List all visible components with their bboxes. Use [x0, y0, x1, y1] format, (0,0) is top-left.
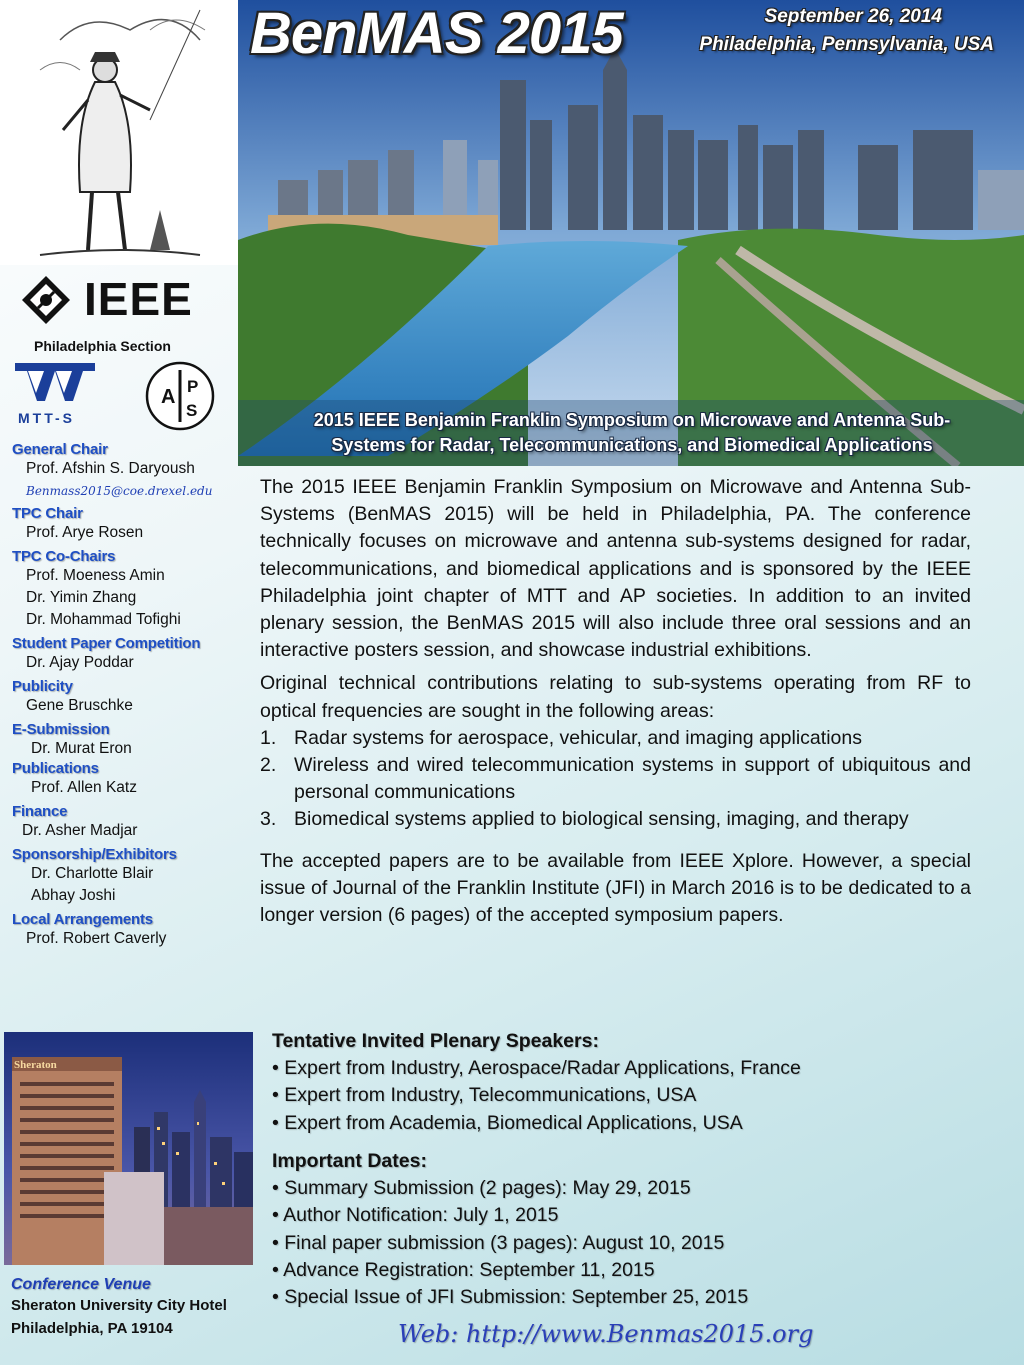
local-arrangements-name: Prof. Robert Caverly	[26, 930, 167, 947]
venue-hotel: Sheraton University City Hotel	[11, 1297, 227, 1314]
benjamin-franklin-sketch	[0, 0, 238, 265]
student-paper-title: Student Paper Competition	[12, 635, 201, 652]
tpc-cochairs-title: TPC Co-Chairs	[12, 548, 116, 565]
sponsorship-title: Sponsorship/Exhibitors	[12, 846, 177, 863]
date-item: • Final paper submission (3 pages): August 10, 2015	[272, 1231, 725, 1254]
topic-area-item	[260, 752, 971, 806]
speaker-item: • Expert from Industry, Aerospace/Radar Applications, France	[272, 1057, 801, 1080]
intro-paragraph: The 2015 IEEE Benjamin Franklin Symposium on Microwave and Antenna Sub-Systems (BenMAS 2015) will be held in Philadelphia, PA. The conference technically focuses on microwave and antenna sub-systems designed for radar, telecommunications, and biomedical applications and is sponsored by the IEEE Philadelphia joint chapter of MTT and AP societies. In addition to an invited plenary session, the BenMAS 2015 will also include three oral sessions and an interactive posters session, and showcase industrial exhibitions.	[260, 476, 971, 662]
organizing-committee	[12, 441, 240, 950]
ieee-logo	[12, 270, 212, 360]
event-full-name	[244, 408, 1020, 458]
publicity-name: Gene Bruschke	[26, 697, 133, 714]
mtt-s-label: MTT-S	[18, 410, 75, 426]
philadelphia-skyline-banner	[238, 0, 1024, 466]
general-chair-name: Prof. Afshin S. Daryoush	[26, 460, 195, 477]
tpc-chair-name: Prof. Arye Rosen	[26, 524, 144, 541]
mtt-s-logo	[10, 358, 120, 430]
event-full-name-line: Systems for Radar, Telecommunications, and Biomedical Applications	[331, 435, 933, 455]
event-date: September 26, 2014	[764, 6, 942, 27]
plenary-speakers	[272, 1028, 972, 1137]
philadelphia-skyline-photo	[238, 0, 1024, 466]
event-title: BenMAS 2015	[250, 1, 623, 66]
tpc-cochair-name: Prof. Moeness Amin	[26, 567, 165, 584]
publication-paragraph: The accepted papers are to be available from IEEE Xplore. However, a special issue of Journal of the Franklin Institute (JFI) in March 2016 is to be dedicated to a longer version (6 pages) of the accepted symposium papers.	[260, 849, 971, 927]
ieee-diamond-icon	[20, 274, 72, 326]
main-description	[260, 474, 971, 929]
publicity-title: Publicity	[12, 678, 73, 695]
speaker-item: • Expert from Academia, Biomedical Applications, USA	[272, 1111, 743, 1134]
venue-title: Conference Venue	[11, 1276, 151, 1293]
aps-letter-a: A	[161, 386, 176, 408]
publications-name: Prof. Allen Katz	[31, 779, 137, 796]
topic-area-item	[260, 725, 971, 752]
call-for-papers-paragraph: Original technical contributions relating to sub-systems operating from RF to optical frequencies are sought in the following areas:	[260, 672, 971, 722]
aps-letter-p: P	[187, 377, 199, 396]
website-link[interactable]: Web: http://www.Benmas2015.org	[398, 1320, 814, 1348]
sponsorship-name: Abhay Joshi	[31, 887, 116, 904]
ieee-wordmark: IEEE	[84, 273, 193, 325]
topic-text: Wireless and wired telecommunication systems in support of ubiquitous and personal communications	[294, 754, 971, 804]
plenary-speakers-title: Tentative Invited Plenary Speakers:	[272, 1030, 599, 1052]
important-dates	[272, 1148, 972, 1311]
topic-text: Biomedical systems applied to biological sensing, imaging, and therapy	[294, 808, 909, 831]
venue-city: Philadelphia, PA 19104	[11, 1320, 173, 1337]
tpc-cochair-name: Dr. Mohammad Tofighi	[26, 611, 181, 628]
date-item: • Special Issue of JFI Submission: September 25, 2015	[272, 1286, 749, 1309]
general-chair-title: General Chair	[12, 441, 108, 458]
topic-areas-list	[260, 725, 971, 834]
local-arrangements-title: Local Arrangements	[12, 911, 153, 928]
topic-number: 3.	[260, 808, 277, 831]
finance-name: Dr. Asher Madjar	[22, 822, 138, 839]
topic-number: 2.	[260, 754, 277, 777]
topic-area-item	[260, 806, 971, 833]
conference-venue	[11, 1276, 261, 1340]
tpc-chair-title: TPC Chair	[12, 505, 83, 522]
publications-title: Publications	[12, 760, 99, 777]
date-item: • Summary Submission (2 pages): May 29, 2015	[272, 1177, 691, 1200]
sheraton-hotel-photo	[4, 1032, 253, 1265]
topic-text: Radar systems for aerospace, vehicular, and imaging applications	[294, 726, 862, 749]
important-dates-title: Important Dates:	[272, 1150, 427, 1172]
esubmission-title: E-Submission	[12, 721, 110, 738]
date-item: • Author Notification: July 1, 2015	[272, 1204, 559, 1227]
mtt-s-emblem-icon	[10, 358, 100, 410]
general-chair-email-link[interactable]: Benmass2015@coe.drexel.edu	[26, 484, 213, 498]
aps-logo	[144, 360, 216, 432]
esubmission-name: Dr. Murat Eron	[31, 740, 132, 757]
sheraton-sign: Sheraton	[14, 1059, 57, 1071]
date-item: • Advance Registration: September 11, 2015	[272, 1258, 655, 1281]
speaker-item: • Expert from Industry, Telecommunications, USA	[272, 1084, 697, 1107]
event-full-name-line: 2015 IEEE Benjamin Franklin Symposium on Microwave and Antenna Sub-	[313, 410, 951, 430]
event-location: Philadelphia, Pennsylvania, USA	[699, 34, 994, 55]
ieee-section-label: Philadelphia Section	[34, 338, 171, 354]
finance-title: Finance	[12, 803, 68, 820]
student-paper-name: Dr. Ajay Poddar	[26, 654, 134, 671]
aps-letter-s: S	[186, 401, 198, 420]
tpc-cochair-name: Dr. Yimin Zhang	[26, 589, 137, 606]
topic-number: 1.	[260, 726, 277, 749]
sponsorship-name: Dr. Charlotte Blair	[31, 865, 154, 882]
